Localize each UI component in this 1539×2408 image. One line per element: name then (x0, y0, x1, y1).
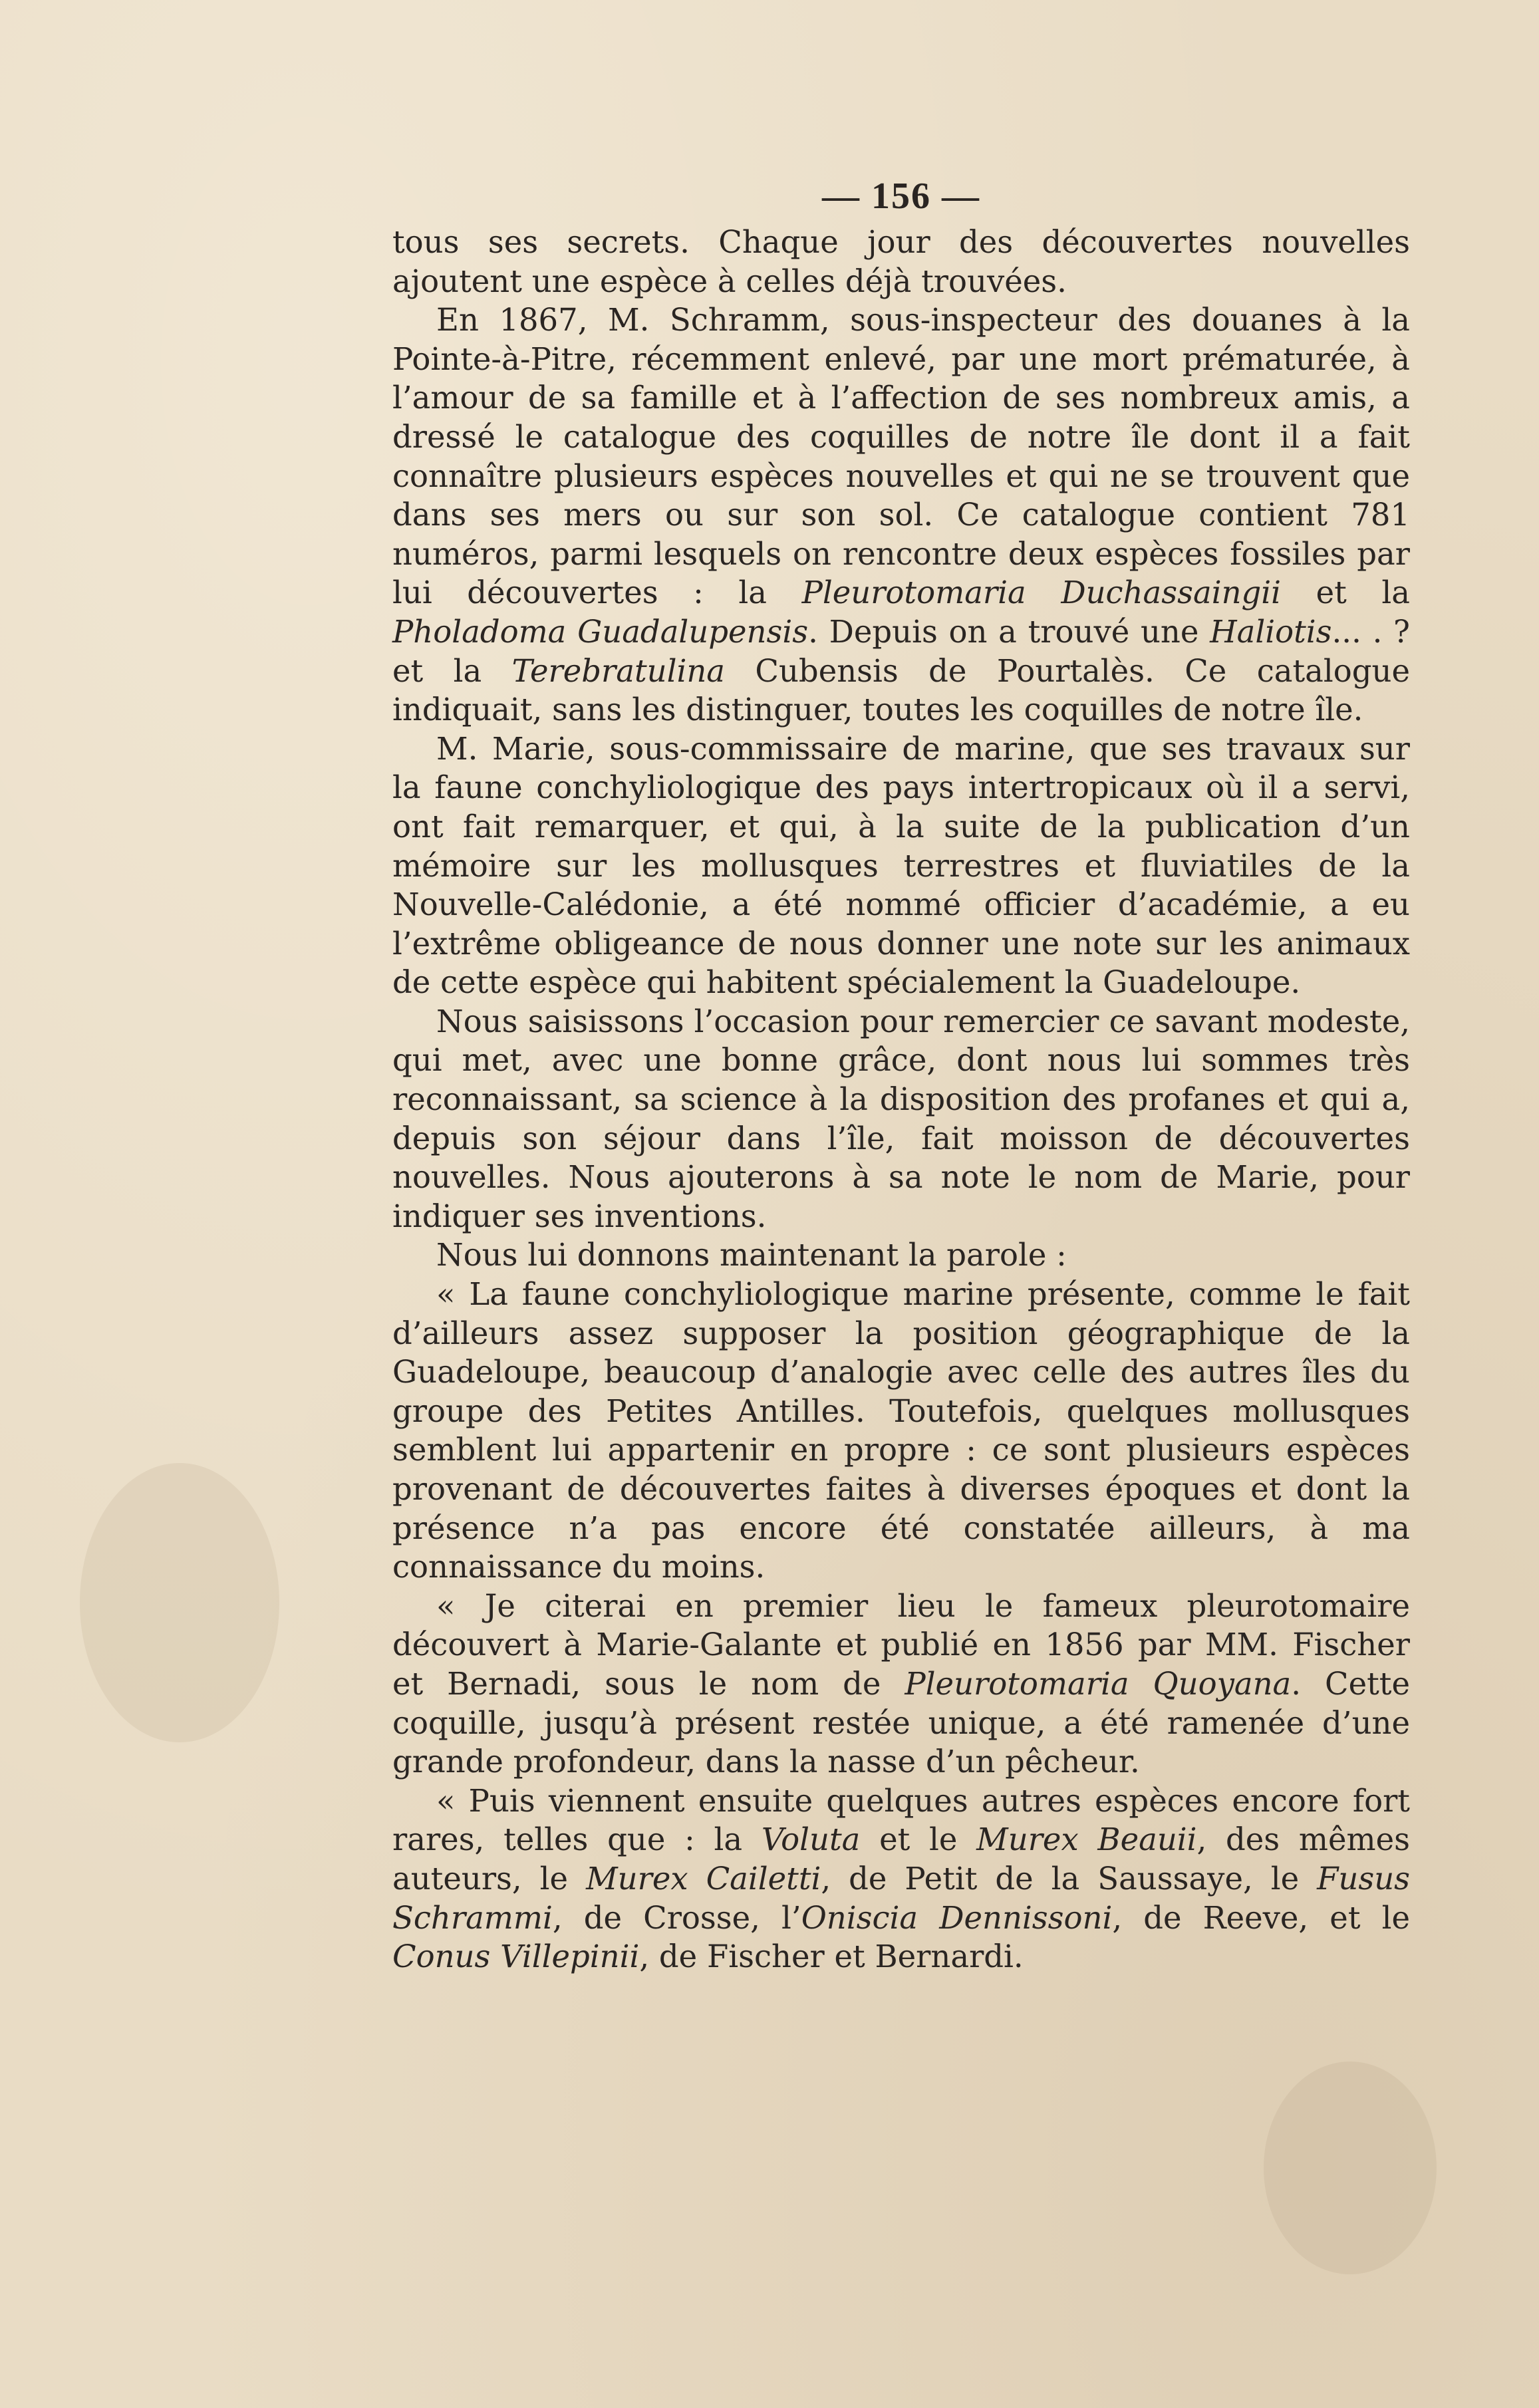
paragraph (392, 1002, 1410, 1236)
italic-species-name: Voluta (761, 1821, 861, 1858)
paragraph (392, 730, 1410, 1002)
text-segment: , de Crosse, l’ (552, 1899, 801, 1936)
paragraph (392, 1782, 1410, 1976)
text-segment: et la (1281, 575, 1410, 611)
paper-stain (80, 1463, 279, 1742)
text-segment: , de Reeve, et le (1112, 1899, 1410, 1936)
text-segment: et le (860, 1821, 977, 1858)
italic-species-name: Haliotis (1210, 613, 1332, 650)
italic-species-name: Murex Beauii (976, 1821, 1197, 1858)
book-page (392, 170, 1410, 1976)
paragraph (392, 223, 1410, 301)
text-segment: tous ses secrets. Chaque jour des découvertes nouvelles ajoutent une espèce à celles déjà trouvées. (392, 224, 1410, 299)
text-segment: . Cette coquille, jusqu’à présent restée unique, a été ramenée d’une grande profondeur, dans la nasse d’un pêcheur. (392, 1665, 1410, 1780)
text-segment: , de Petit de la Saussaye, le (821, 1860, 1318, 1897)
text-segment: , des mêmes auteurs, le (392, 1821, 1410, 1897)
body-text (392, 223, 1410, 1976)
text-segment: Nous saisissons l’occasion pour remercier ce savant modeste, qui met, avec une bonne grâce, dont nous lui sommes très reconnaissant, sa science à la disposition des profanes et qui a, depuis son séjour dans l’île, fait moisson de découvertes nouvelles. Nous ajouterons à sa note le nom de Marie, pour indiquer ses inventions. (392, 1003, 1410, 1234)
text-segment: En 1867, M. Schramm, sous-inspecteur des douanes à la Pointe-à-Pitre, récemment enlevé, par une mort prématurée, à l’amour de sa famille et à l’affection de ses nombreux amis, a dressé le catalogue des coquilles de notre île dont il a fait connaître plusieurs espèces nouvelles et qui ne se trouvent que dans ses mers ou sur son sol. Ce catalogue contient 781 numéros, parmi lesquels on rencontre deux espèces fossiles par lui découvertes : la (392, 302, 1410, 611)
text-segment: « La faune conchyliologique marine présente, comme le fait d’ailleurs assez supposer la position géographique de la Guadeloupe, beaucoup d’analogie avec celle des autres îles du groupe des Petites Antilles. Toutefois, quelques mollusques semblent lui appartenir en propre : ce sont plusieurs espèces provenant de découvertes faites à diverses époques et dont la présence n’a pas encore été constatée ailleurs, à ma connaissance du moins. (392, 1276, 1410, 1585)
text-segment: . Depuis on a trouvé une (808, 613, 1210, 650)
italic-species-name: Pleurotomaria Quoyana (905, 1665, 1292, 1702)
paragraph (392, 1236, 1410, 1275)
text-segment: Cubensis de Pourtalès. Ce catalogue indiquait, sans les distinguer, toutes les coquilles de notre île. (392, 652, 1410, 728)
text-segment: Nous lui donnons maintenant la parole : (436, 1237, 1067, 1273)
paragraph (392, 301, 1410, 730)
paragraph (392, 1587, 1410, 1782)
page-number: — 156 — (822, 176, 980, 217)
italic-species-name: Oniscia Dennissoni (801, 1899, 1113, 1936)
italic-species-name: Conus Villepinii (392, 1939, 640, 1975)
italic-species-name: Terebratulina (511, 652, 726, 689)
text-segment: M. Marie, sous-commissaire de marine, que ses travaux sur la faune conchyliologique des pays intertropicaux où il a servi, ont fait remarquer, et qui, à la suite de la publication d’un mémoire sur les mollusques terrestres et fluviatiles de la Nouvelle-Calédonie, a été nommé officier d’académie, a eu l’extrême obligeance de nous donner une note sur les animaux de cette espèce qui habitent spécialement la Guadeloupe. (392, 730, 1410, 1001)
text-segment: « Je citerai en premier lieu le fameux pleurotomaire découvert à Marie-Galante et publié en 1856 par MM. Fischer et Bernadi, sous le nom de (392, 1587, 1410, 1702)
text-segment: ... . ? et la (392, 613, 1410, 689)
italic-species-name: Pholadoma Guadalupensis (392, 613, 809, 650)
italic-species-name: Murex Cailetti (586, 1860, 821, 1897)
italic-species-name: Pleurotomaria Duchassaingii (801, 575, 1282, 611)
text-segment: , de Fischer et Bernardi. (639, 1939, 1024, 1975)
paper-stain (1264, 2062, 1437, 2274)
italic-species-name: Fusus Schrammi (392, 1860, 1411, 1936)
text-segment: « Puis viennent ensuite quelques autres espèces encore fort rares, telles que : la (392, 1782, 1410, 1858)
paragraph (392, 1275, 1410, 1587)
